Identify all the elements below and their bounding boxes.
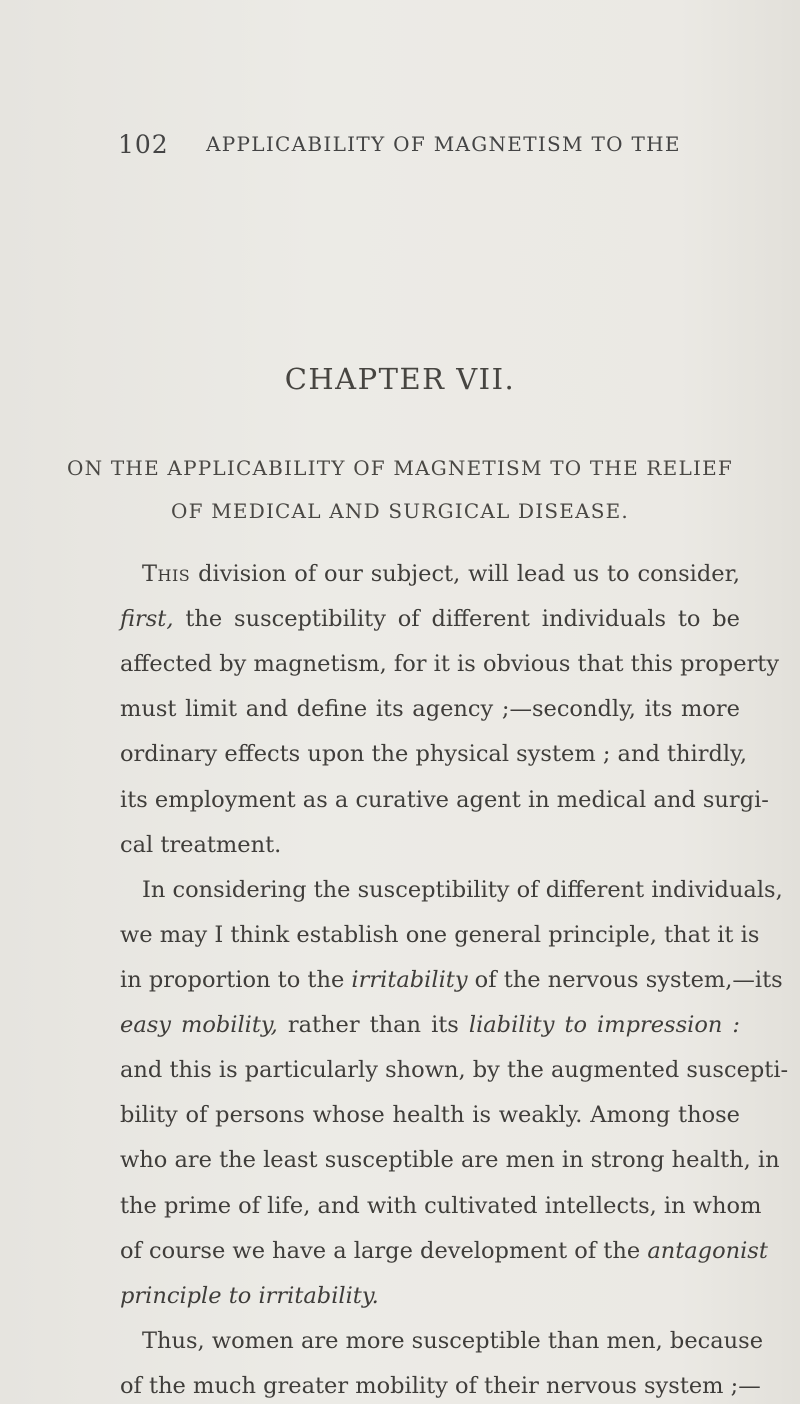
paragraph-2-line-3: in proportion to the irritability of the nervous system,—its — [120, 967, 783, 993]
italic-text: first, — [120, 606, 174, 632]
running-head — [0, 130, 800, 160]
italic-text: irritability — [351, 967, 468, 993]
paragraph-2-line-5: and this is particularly shown, by the augmented suscepti- — [120, 1057, 789, 1083]
italic-text: antagonist — [647, 1238, 768, 1264]
paragraph-1-line-3: affected by magnetism, for it is obvious that this property — [120, 651, 780, 677]
italic-text: liability to impression : — [468, 1012, 740, 1038]
paragraph-3-line-1: Thus, women are more susceptible than men, because — [142, 1328, 764, 1354]
paragraph-3-line-2: of the much greater mobility of their nervous system ;— — [120, 1373, 761, 1399]
paragraph-2-line-6: bility of persons whose health is weakly. Among those — [120, 1102, 740, 1128]
paragraph-1-line-5: ordinary effects upon the physical system ; and thirdly, — [120, 741, 747, 767]
paragraph-1-line-2: first, the susceptibility of different individuals to be — [120, 606, 740, 632]
chapter-heading: CHAPTER VII. — [284, 362, 516, 396]
chapter-subtitle-line-2: OF MEDICAL AND SURGICAL DISEASE. — [171, 499, 629, 523]
paragraph-1-line-7: cal treatment. — [120, 832, 282, 858]
opening-word: This — [142, 561, 191, 587]
paragraph-2-line-2: we may I think establish one general principle, that it is — [120, 922, 760, 948]
italic-text: easy mobility, — [120, 1012, 278, 1038]
paragraph-1-line-4: must limit and define its agency ;—secondly, its more — [120, 696, 740, 722]
chapter-subtitle-line-1: ON THE APPLICABILITY OF MAGNETISM TO THE RELIEF — [67, 456, 733, 480]
paragraph-1-line-1: This division of our subject, will lead us to consider, — [142, 561, 740, 587]
paragraph-2-line-10 — [120, 1280, 740, 1312]
italic-text: principle to irritability. — [120, 1283, 379, 1309]
paragraph-2-line-9: of course we have a large development of the antagonist — [120, 1238, 768, 1264]
paragraph-2-line-4: easy mobility, rather than its liability to impression : — [120, 1012, 740, 1038]
paragraph-2-line-1: In considering the susceptibility of different individuals, — [142, 877, 783, 903]
paragraph-1-line-6: its employment as a curative agent in medical and surgi- — [120, 787, 769, 813]
page-number: 102 — [118, 130, 169, 159]
running-title: APPLICABILITY OF MAGNETISM TO THE — [206, 132, 681, 156]
paragraph-2-line-7: who are the least susceptible are men in strong health, in — [120, 1147, 780, 1173]
paragraph-2-line-8: the prime of life, and with cultivated intellects, in whom — [120, 1193, 762, 1219]
